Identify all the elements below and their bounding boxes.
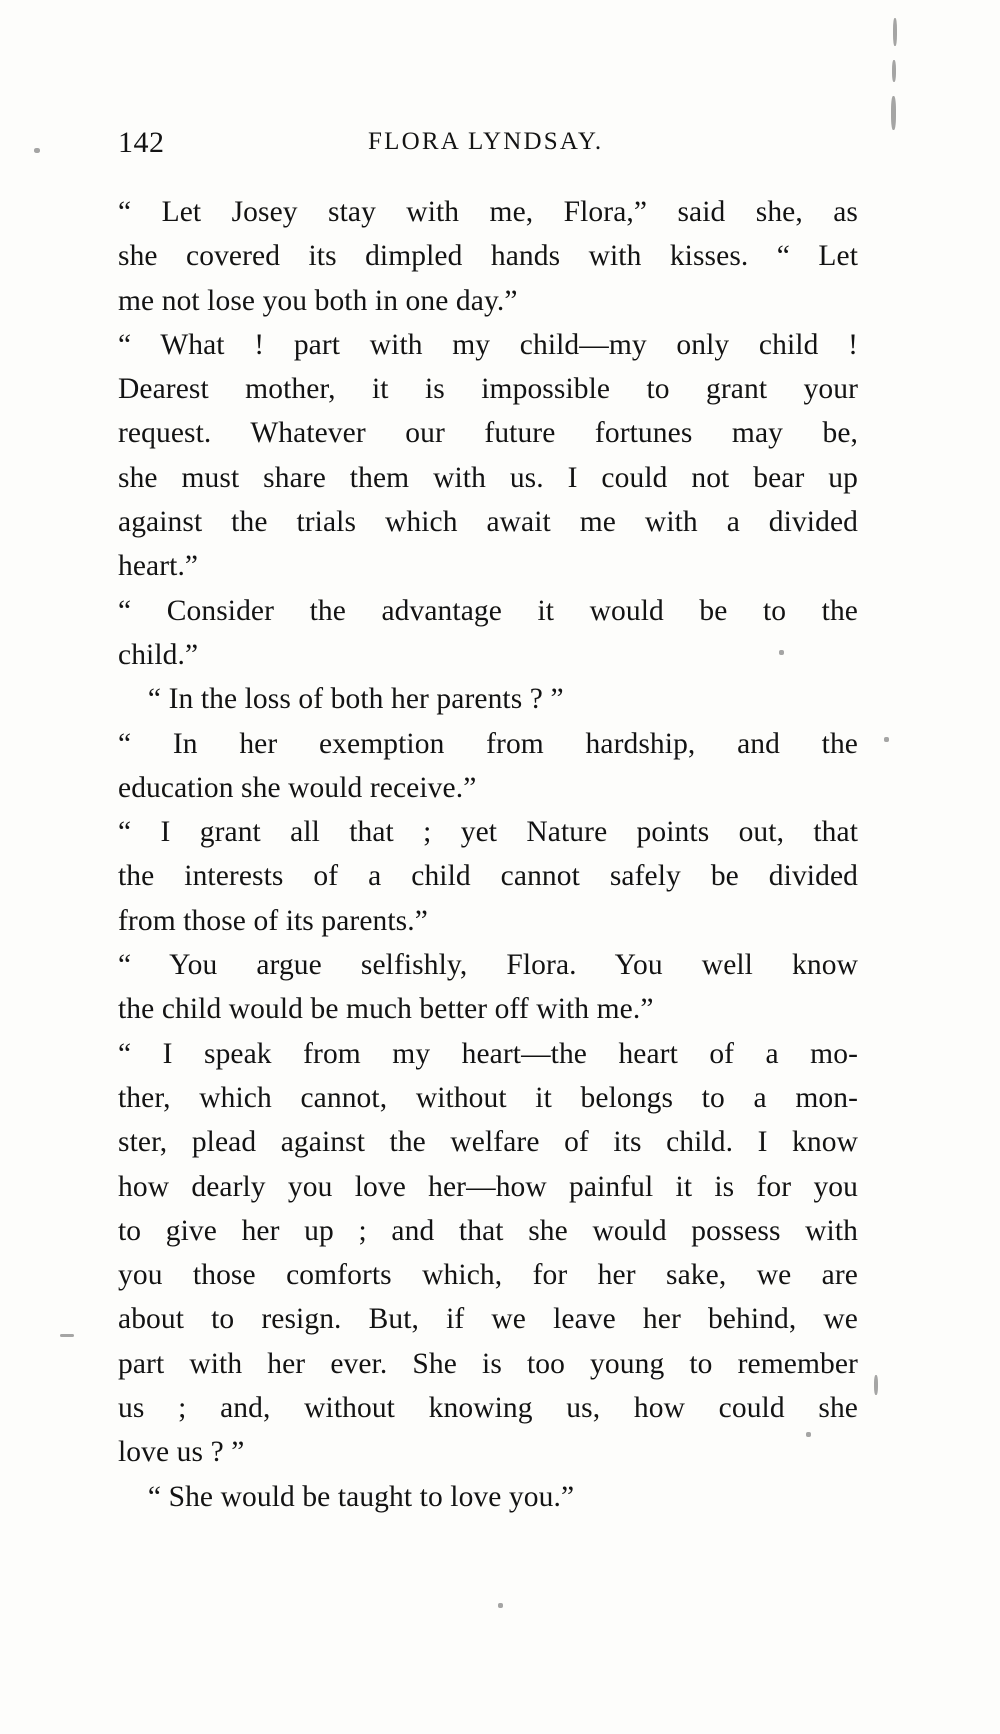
text-line: she covered its dimpled hands with kisses. “ Let xyxy=(118,240,858,273)
text-line: “ She would be taught to love you.” xyxy=(118,1480,575,1513)
text-line: part with her ever. She is too young to remember xyxy=(118,1347,858,1380)
text-line: the child would be much better off with me.” xyxy=(118,993,654,1026)
page-header xyxy=(118,126,878,166)
text-line: “ Consider the advantage it would be to the xyxy=(118,594,858,627)
text-line: “ In the loss of both her parents ? ” xyxy=(118,683,564,716)
text-line: ther, which cannot, without it belongs to a mon- xyxy=(118,1081,858,1114)
text-line: “ I speak from my heart—the heart of a mo- xyxy=(118,1037,858,1070)
paragraph-5 xyxy=(118,722,858,811)
text-line: the interests of a child cannot safely be divided xyxy=(118,860,858,893)
text-line: you those comforts which, for her sake, we are xyxy=(118,1259,858,1292)
scan-speck xyxy=(874,1375,878,1395)
paragraph-6 xyxy=(118,810,858,943)
paragraph-7 xyxy=(118,943,858,1032)
scan-speck xyxy=(893,18,897,46)
text-line: education she would receive.” xyxy=(118,771,477,804)
page-number: 142 xyxy=(118,126,165,159)
text-line: request. Whatever our future fortunes may be, xyxy=(118,417,858,450)
text-line: against the trials which await me with a divided xyxy=(118,506,858,539)
paragraph-2 xyxy=(118,323,858,589)
scan-speck xyxy=(806,1432,811,1437)
text-line: love us ? ” xyxy=(118,1436,245,1469)
text-line: “ I grant all that ; yet Nature points out, that xyxy=(118,816,858,849)
paragraph-4 xyxy=(118,677,858,721)
text-line: “ Let Josey stay with me, Flora,” said she, as xyxy=(118,196,858,228)
page-body xyxy=(118,190,858,1519)
running-title: FLORA LYNDSAY. xyxy=(368,128,604,155)
text-line: from those of its parents.” xyxy=(118,904,428,937)
text-line: me not lose you both in one day.” xyxy=(118,284,518,317)
paragraph-1 xyxy=(118,190,858,323)
text-line: heart.” xyxy=(118,550,199,583)
scan-speck xyxy=(779,650,784,655)
text-line: to give her up ; and that she would possess with xyxy=(118,1214,858,1247)
paragraph-9 xyxy=(118,1475,858,1519)
text-line: child.” xyxy=(118,638,199,671)
scan-speck xyxy=(498,1603,503,1608)
text-line: about to resign. But, if we leave her behind, we xyxy=(118,1303,858,1336)
text-line: “ You argue selfishly, Flora. You well know xyxy=(118,949,858,982)
scan-speck xyxy=(891,96,896,130)
scan-speck xyxy=(34,148,40,153)
text-line: ster, plead against the welfare of its child. I know xyxy=(118,1126,858,1159)
paragraph-3 xyxy=(118,589,858,678)
scan-speck xyxy=(60,1334,74,1337)
text-line: “ In her exemption from hardship, and the xyxy=(118,727,858,760)
scan-speck xyxy=(892,60,896,82)
text-line: how dearly you love her—how painful it is for you xyxy=(118,1170,858,1203)
text-line: Dearest mother, it is impossible to grant your xyxy=(118,373,858,406)
scan-speck xyxy=(884,737,889,742)
paragraph-8 xyxy=(118,1032,858,1475)
text-line: “ What ! part with my child—my only child ! xyxy=(118,328,858,361)
text-line: us ; and, without knowing us, how could she xyxy=(118,1392,858,1425)
text-line: she must share them with us. I could not bear up xyxy=(118,461,858,494)
